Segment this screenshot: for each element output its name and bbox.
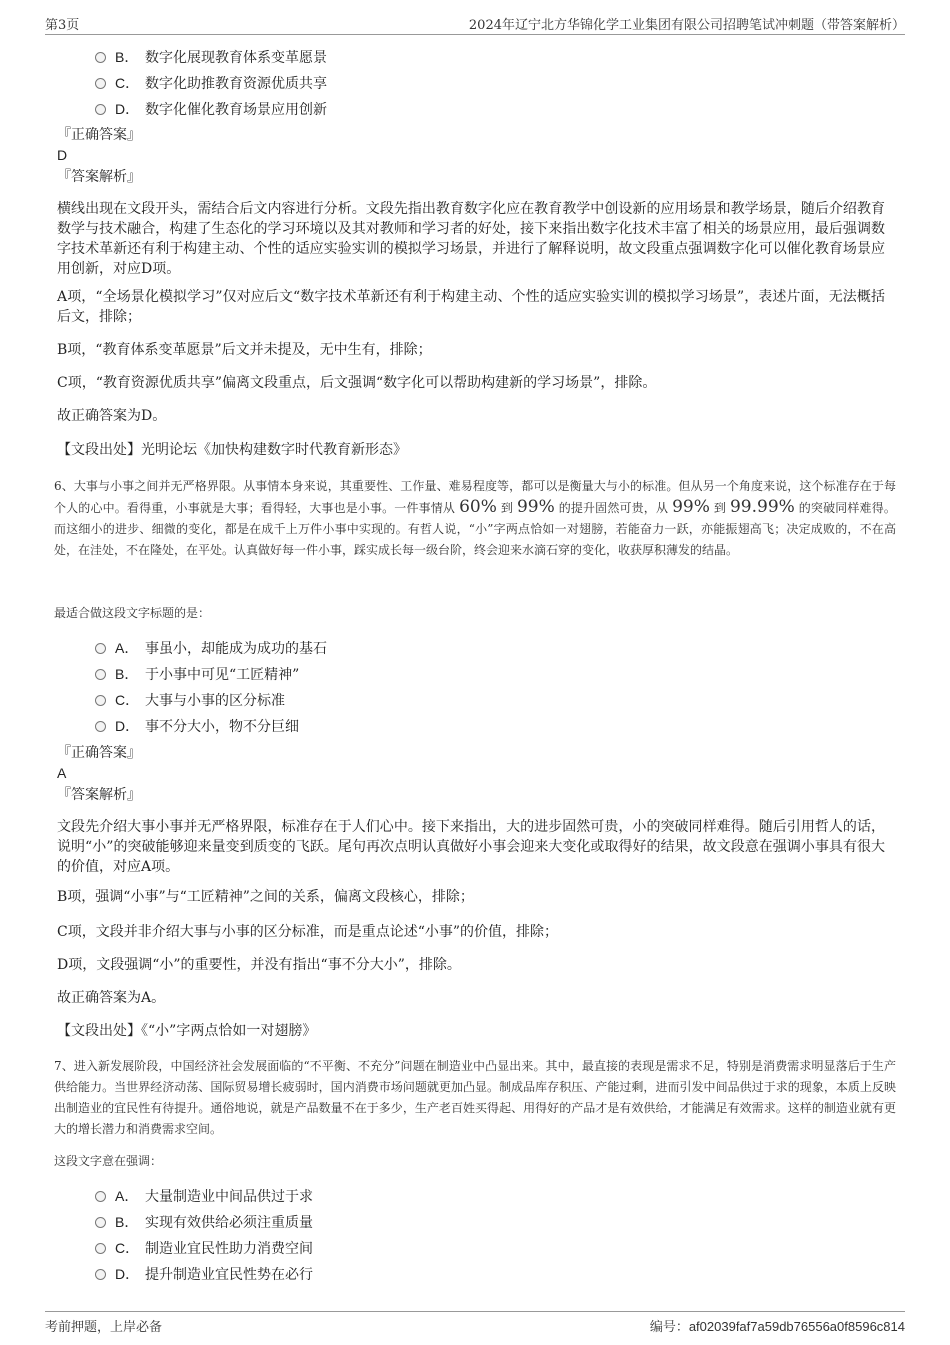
math-99-percent: 99% (516, 497, 555, 517)
q6-stem: 6、大事与小事之间并无严格界限。从事情本身来说，其重要性、工作量、难易程度等，都可以是衡量大与小的标准。但从另一个角度来说，这个标准存在于每个人的心中。看得重，小事就是大事；看得轻，大事也是小事。一件事情从 60% 到 99% 的提升固然可贵，从 99% 到 99.99% 的突破同样难得。而这细小的进步、细微的变化，都是在成千上万件小事中实现的。有哲人说，“小”字两点恰如一对翅膀，若能奋力一跃，亦能振翅高飞；决定成败的，不在高处，在洼处，不在隆处，在平处。认真做好每一件小事，踩实成长每一级台阶，终会迎来水滴石穿的变化，收获厚积薄发的结晶。 (54, 479, 896, 557)
q6-option-a[interactable]: A． 事虽小，却能成为成功的基石 (95, 638, 327, 659)
q5-source: 【文段出处】光明论坛《加快构建数字时代教育新形态》 (57, 442, 407, 458)
q6-answer: A (57, 765, 67, 781)
math-99-99-percent: 99.99% (729, 497, 795, 517)
q6-option-c[interactable]: C． 大事与小事的区分标准 (95, 690, 285, 711)
q5-answer-label: 『正确答案』 (57, 127, 141, 143)
q6-source: 【文段出处】《“小”字两点恰如一对翅膀》 (57, 1023, 317, 1039)
q7-option-d[interactable]: D． 提升制造业宜民性势在必行 (95, 1264, 313, 1285)
q6-answer-label: 『正确答案』 (57, 745, 141, 761)
radio-icon[interactable] (95, 721, 106, 732)
q7-option-a[interactable]: A． 大量制造业中间品供过于求 (95, 1186, 313, 1207)
q5-explanation-b: B项，“教育体系变革愿景”后文并未提及，无中生有，排除； (57, 342, 432, 358)
footer-code: 编号：af02039faf7a59db76556a0f8596c814 (649, 1319, 905, 1335)
radio-icon[interactable] (95, 1243, 106, 1254)
q6-option-b[interactable]: B． 于小事中可见“工匠精神” (95, 664, 299, 685)
radio-icon[interactable] (95, 1269, 106, 1280)
q5-conclusion: 故正确答案为D。 (57, 408, 167, 424)
radio-icon[interactable] (95, 104, 106, 115)
q6-explanation-d: D项，文段强调“小”的重要性，并没有指出“事不分大小”，排除。 (57, 957, 461, 973)
q5-explanation-a: A项，“全场景化模拟学习”仅对应后文“数字技术革新还有利于构建主动、个性的适应实验实训的模拟学习场景”，表述片面，无法概括后文，排除； (57, 289, 885, 325)
q5-explanation-c: C项，“教育资源优质共享”偏离文段重点，后文强调“数字化可以帮助构建新的学习场景”，排除。 (57, 375, 657, 391)
q5-option-c[interactable]: C． 数字化助推教育资源优质共享 (95, 73, 327, 94)
radio-icon[interactable] (95, 643, 106, 654)
math-99-percent: 99% (672, 497, 710, 517)
radio-icon[interactable] (95, 695, 106, 706)
document-code: af02039faf7a59db76556a0f8596c814 (688, 1319, 905, 1334)
q6-analysis-label: 『答案解析』 (57, 787, 141, 803)
q6-explanation-b: B项，强调“小事”与“工匠精神”之间的关系，偏离文段核心，排除； (57, 889, 474, 905)
q5-option-b[interactable]: B． 数字化展现教育体系变革愿景 (95, 47, 327, 68)
q6-conclusion: 故正确答案为A。 (57, 990, 166, 1006)
q5-answer: D (57, 147, 68, 163)
page-header (45, 14, 905, 35)
q7-prompt: 这段文字意在强调： (54, 1154, 163, 1168)
q7-option-c[interactable]: C． 制造业宜民性助力消费空间 (95, 1238, 313, 1259)
page-number: 第3页 (45, 18, 80, 33)
radio-icon[interactable] (95, 78, 106, 89)
q7-option-b[interactable]: B． 实现有效供给必须注重质量 (95, 1212, 313, 1233)
q7-stem: 7、进入新发展阶段，中国经济社会发展面临的“不平衡、不充分”问题在制造业中凸显出来。其中，最直接的表现是需求不足，特别是消费需求明显落后于生产供给能力。当世界经济动荡、国际贸易增长疲弱时，国内消费市场问题就更加凸显。制成品库存积压、产能过剩，进而引发中间品供过于求的现象，本质上反映出制造业的宜民性有待提升。通俗地说，就是产品数量不在于多少，生产老百姓买得起、用得好的产品才是有效供给，才能满足有效需求。这样的制造业就有更大的增长潜力和消费需求空间。 (54, 1059, 896, 1136)
radio-icon[interactable] (95, 1191, 106, 1202)
radio-icon[interactable] (95, 1217, 106, 1228)
radio-icon[interactable] (95, 669, 106, 680)
q6-explanation-c: C项，文段并非介绍大事与小事的区分标准，而是重点论述“小事”的价值，排除； (57, 924, 559, 940)
q6-analysis: 文段先介绍大事小事并无严格界限，标准存在于人们心中。接下来指出，大的进步固然可贵，小的突破同样难得。随后引用哲人的话，说明“小”的突破能够迎来量变到质变的飞跃。尾句再次点明认真做好小事会迎来大变化或取得好的结果，故文段意在强调小事具有很大的价值，对应A项。 (57, 819, 885, 875)
radio-icon[interactable] (95, 52, 106, 63)
footer-slogan: 考前押题，上岸必备 (45, 1320, 163, 1335)
math-60-percent: 60% (459, 497, 497, 517)
page-footer (45, 1311, 905, 1335)
q6-prompt: 最适合做这段文字标题的是： (54, 606, 211, 620)
q5-analysis: 横线出现在文段开头，需结合后文内容进行分析。文段先指出教育数字化应在教育教学中创设新的应用场景和教学场景，随后介绍教育数学与技术融合，构建了生态化的学习环境以及其对教师和学习者的好处，接下来指出数字化技术丰富了相关的场景应用，最后强调数字技术革新还有利于构建主动、个性的适应实验实训的模拟学习场景，并进行了解释说明，故文段重点强调数字化可以催化教育场景应用创新，对应D项。 (57, 201, 885, 277)
q5-analysis-label: 『答案解析』 (57, 169, 141, 185)
q6-option-d[interactable]: D． 事不分大小，物不分巨细 (95, 716, 299, 737)
q5-option-d[interactable]: D． 数字化催化教育场景应用创新 (95, 99, 327, 120)
document-title: 2024年辽宁北方华锦化学工业集团有限公司招聘笔试冲刺题（带答案解析） (468, 18, 905, 33)
